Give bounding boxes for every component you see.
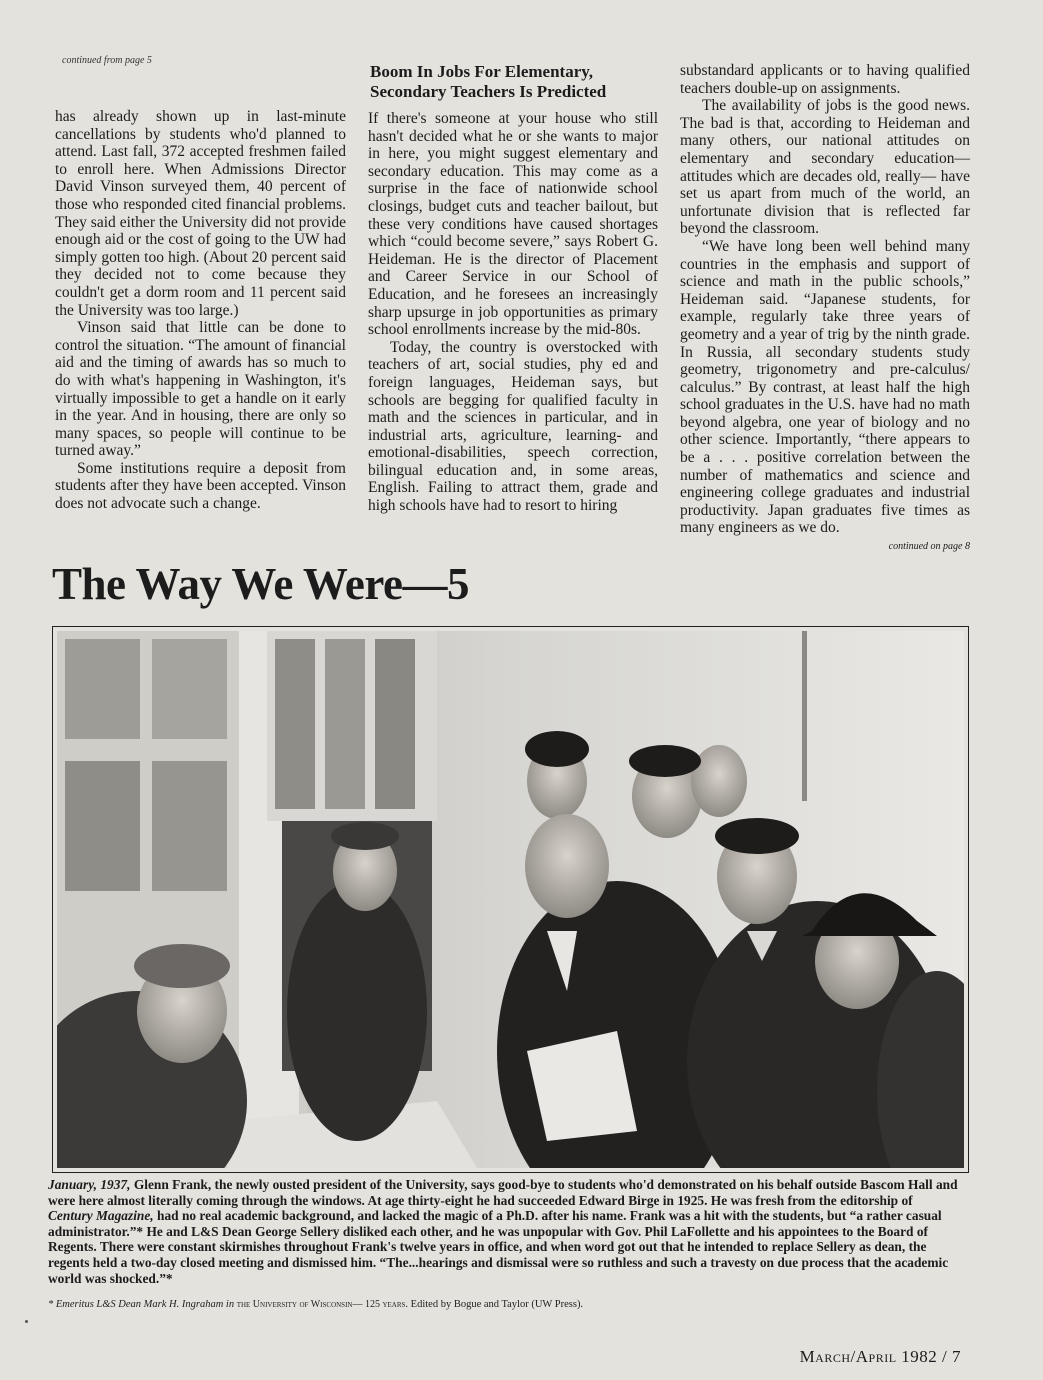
paragraph: “We have long been well behind many countries in the emphasis and support of science and math in the public schools,” Heideman said. “Japanese students, for example, regularly take three years of geometry and a year of trig by the ninth grade. In Russia, all secondary students study geometry, trigonometry and pre-calculus/ calculus.” By contrast, at least half the high school graduates in the U.S. have had no math beyond algebra, one year of biology and no other science. Importantly, “there appears to be a . . . positive correlation between the number of mathematics and science and engineering college graduates and industrial productivity. Japan graduates five times as many engineers as we do. <box>680 237 970 537</box>
footnote <box>48 1299 960 1310</box>
article-column-1 <box>55 108 346 513</box>
paragraph: The availability of jobs is the good news. The bad is that, according to Heideman and many others, our national attitudes on elementary and secondary education— attitudes which are decades old, really— have set us apart from much of the world, an unfortunate division that is reflected far beyond the classroom. <box>680 97 970 238</box>
footnote-text: . Edited by Bogue and Taylor (UW Press). <box>405 1299 584 1310</box>
historical-photo <box>57 631 964 1168</box>
caption-text: had no real academic background, and lacked the magic of a Ph.D. after his name. Frank was a hit with the students, but “a rather casual administrator.”* He and L&S Dean George Sellery disliked each other, and he was unpopular with Gov. Phil LaFollette and his appointees to the Board of Regents. There were constant skirmishes throughout Frank's twelve years in office, and when word got out that he intended to replace Sellery as dean, the regents held a two-day closed meeting and dismissed him. “The...hearings and dismissal were so ruthless and such a travesty on due process that the academic world was shocked.”* <box>48 1208 949 1286</box>
article-column-3 <box>680 62 970 556</box>
paragraph: has already shown up in last-minute cancellations by students who'd planned to attend. Last fall, 372 accepted freshmen failed to enroll here. When Admissions Director David Vinson surveyed them, 40 percent of those who responded cited financial problems. They said either the University did not provide enough aid or the cost of going to the UW had simply gotten too high. (About 20 percent said they decided not to come because they couldn't get a dorm room and 11 percent said the University was too large.) <box>55 108 346 319</box>
footnote-book-title: the University of Wisconsin— 125 years <box>236 1299 406 1310</box>
paragraph: Some institutions require a deposit from students after they have been accepted. Vinson does not advocate such a change. <box>55 459 346 513</box>
continued-from-note: continued from page 5 <box>62 55 152 66</box>
section-title: The Way We Were—5 <box>52 559 469 609</box>
paragraph: substandard applicants or to having qualified teachers double-up on assignments. <box>680 62 970 97</box>
footnote-text: * Emeritus L&S Dean Mark H. Ingraham in <box>48 1299 237 1310</box>
caption-date: January, 1937, <box>48 1177 131 1192</box>
page-folio: March/April 1982 / 7 <box>799 1347 961 1366</box>
photo-caption <box>48 1177 960 1286</box>
continued-on-note: continued on page 8 <box>888 541 970 553</box>
photo-illustration <box>57 631 964 1168</box>
paragraph: If there's someone at your house who still hasn't decided what he or she wants to major in here, you might suggest elementary and secondary education. This may come as a surprise in the face of nationwide school closings, budget cuts and teacher bailout, but these very conditions have caused shortages which “could become severe,” says Robert G. Heideman. He is the director of Placement and Career Service in our School of Education, and he foresees an increasingly sharp upsurge in job opportunities as primary school enrollments increase by the mid-80s. <box>368 110 658 339</box>
article-column-2 <box>368 62 658 515</box>
page-speck <box>25 1320 28 1323</box>
caption-text: Glenn Frank, the newly ousted president of the University, says good-bye to students who'd demonstrated on his behalf outside Bascom Hall and were here almost literally coming through the windows. At age thirty-eight he had succeeded Edward Birge in 1925. He was fresh from the editorship of <box>48 1177 958 1208</box>
paragraph: Vinson said that little can be done to control the situation. “The amount of financial aid and the timing of awards has so much to do with what's happening in Washington, it's virtually impossible to get a handle on it early in the year. And in housing, there are only so many spaces, so people will continue to be turned away.” <box>55 319 346 460</box>
caption-magazine: Century Magazine, <box>48 1208 154 1224</box>
paragraph: Today, the country is overstocked with teachers of art, social studies, phy ed and foreign languages, Heideman says, but schools are begging for qualified faculty in math and the sciences in particular, and in industrial arts, agriculture, learning- and emotional-disabilities, speech correction, bilingual education and, in some areas, English. Failing to attract them, grade and high schools have had to resort to hiring <box>368 338 658 515</box>
article-headline: Boom In Jobs For Elementary, Secondary Teachers Is Predicted <box>370 62 607 101</box>
historical-photo-frame <box>52 626 969 1173</box>
